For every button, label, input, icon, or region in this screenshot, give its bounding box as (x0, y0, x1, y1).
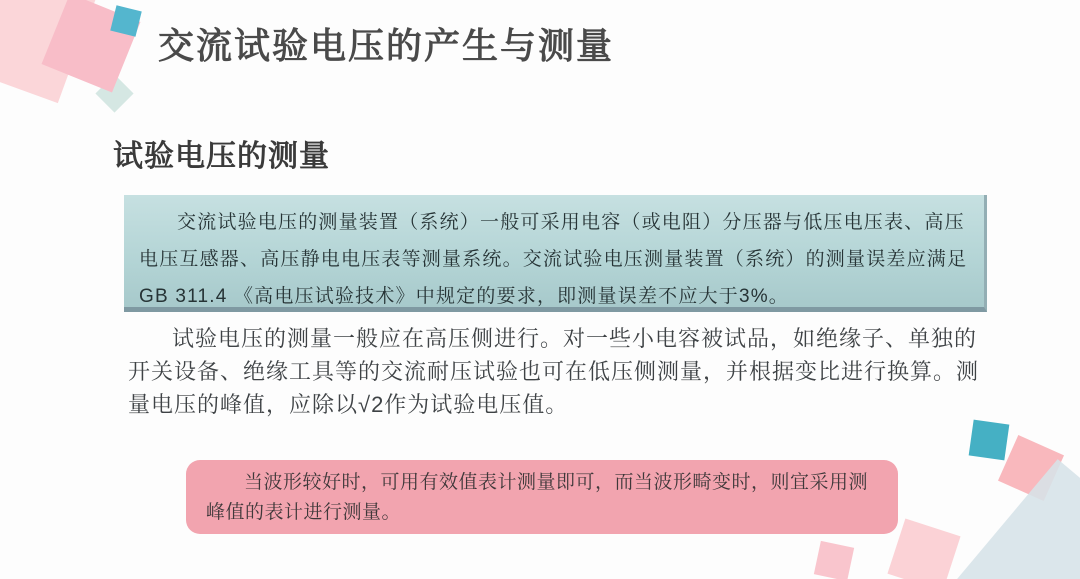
teal-highlight-box (124, 195, 987, 312)
decor-pink-square-bottom (887, 518, 960, 579)
pink-box-text: 当波形较好时，可用有效值表计测量即可，而当波形畸变时，则宜采用测峰值的表计进行测量。 (206, 472, 869, 523)
decor-pink-square-small (814, 541, 854, 579)
pink-note-box (186, 460, 898, 534)
body-paragraph (128, 322, 994, 421)
body-paragraph-text: 试验电压的测量一般应在高压侧进行。对一些小电容被试品，如绝缘子、单独的开关设备、绝缘工具等的交流耐压试验也可在低压侧测量，并根据变比进行换算。测量电压的峰值，应除以√2作为试验电压值。 (128, 326, 980, 417)
section-heading: 试验电压的测量 (113, 140, 330, 173)
decor-teal-square-bottom (969, 420, 1010, 461)
teal-box-text: 交流试验电压的测量装置（系统）一般可采用电容（或电阻）分压器与低压电压表、高压电压互感器、高压静电电压表等测量系统。交流试验电压测量装置（系统）的测量误差应满足GB 311.4 《高电压试验技术》中规定的要求，即测量误差不应大于3%。 (139, 212, 968, 307)
slide-title: 交流试验电压的产生与测量 (158, 25, 615, 66)
